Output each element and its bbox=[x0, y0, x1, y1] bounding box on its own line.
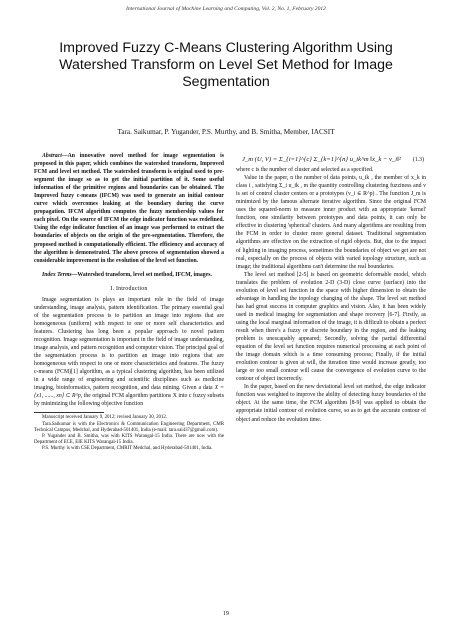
title-line-1: Improved Fuzzy C-Means Clustering Algorithm Using bbox=[59, 40, 393, 56]
right-column bbox=[236, 152, 426, 424]
index-terms-label: Index Terms bbox=[42, 271, 72, 278]
author-list: Tara. Saikumar, P. Yugander, P.S. Murthy, and B. Smitha, Member, IACSIT bbox=[117, 128, 335, 136]
equation-body: J_m (U, V) = Σ_{i=1}^{c} Σ_{k=1}^{n} u_ik^m ‖x_k − v_i‖² bbox=[242, 156, 401, 163]
right-paragraph-2: Value in the paper, n the number of data points, u_ik , the member of x_k in class i , satisfying Σ_i u_ik , m the quantity controlling clustering fuzziness and v is set of control cluster centers or a prototypes (v_i ∈ R^p) . The function J_m is minimized by the famous alternate iterative algorithm. Since the original FCM uses the squared-norm to measure inner product with an appropriate 'kernel' function, one similarity between prototypes and data points, it can only be effective in clustering 'spherical' clusters. And many algorithms are resulting from the FCM in order to cluster more general dataset. Traditional segmentation algorithms are effective on the extraction of rigid objects. But, due to the impact of lighting in imaging process, sometimes the boundaries of object we get are not real, especially on the process of objects with varied topology structure, such as image; the traditional algorithms can't determine the real boundaries. bbox=[236, 175, 426, 270]
data-set-math: X = {x1, ......, xn} ⊂ R^p bbox=[34, 385, 224, 400]
footnote-divider bbox=[34, 412, 104, 413]
footnote-received: Manuscript received January 9, 2012; revised January 30, 2012. bbox=[42, 415, 168, 421]
footnote-author-3: P.S. Murthy is with CSE Department, CMRIT Medchal, and Hyderabad-501401, India. bbox=[42, 445, 213, 451]
footnote-author-1: Tara.Saikumar is with the Electronics & Communication Engineering Department, CMR Technical Campus, Medchal, and Hyderabad-501401, India (e-mail: tara.sai437@gmail.com). bbox=[34, 421, 224, 433]
index-terms-text: —Watershed transform, level set method, IFCM, images. bbox=[71, 271, 212, 278]
journal-header: International Journal of Machine Learning and Computing, Vol. 2, No. 1, February 2012 bbox=[126, 6, 326, 12]
title-line-3: Segmentation bbox=[182, 74, 270, 90]
section-heading-introduction: I. Introduction bbox=[110, 285, 148, 292]
abstract-label: Abstract bbox=[42, 153, 62, 159]
page-number: 19 bbox=[223, 611, 229, 617]
right-paragraph-4: In the paper, based on the new deviational level set method, the edge indicator function was weighted to improve the ability of detecting fuzzy boundaries of the object. At the same time, the FCM algorithm [8-9] was applied to obtain the appropriate initial contour of evolution curve, so as to get the accurate contour of object and reduce the evolution time. bbox=[236, 384, 426, 423]
abstract-text: —An innovative novel method for image segmentation is proposed in this paper, which combines the watershed transform, Improved FCM and level set method. The watershed transform is original used to pre-segment the image so as to get the initial partition of it. Some useful information of the primitive regions and boundaries can be obtained. The Improved fuzzy c-means (IFCM) was used to generate an initial contour curve which overcomes leaking at the boundary during the curve propagation. IFCM algorithm computes the fuzzy membership values for each pixel. On the source of IFCM the edge indicator function was redefined. Using the edge indicator function of an image was performed to extract the boundaries of objects on the origin of the pre-segmentation. Therefore, the proposed method is computationally efficient. The efficiency and accuracy of the algorithm is demonstrated. The above process of segmentation showed a considerable improvement in the evolution of the level set function. bbox=[34, 153, 224, 264]
index-terms bbox=[34, 271, 224, 279]
intro-paragraph bbox=[34, 296, 224, 409]
intro-text: Image segmentation is plays an important role in the field of image understanding, image analysis, pattern identification. The primary essential goal of the segmentation process is to partition an image into regions that are homogeneous (uniform) with respect to one or more self characteristics and features. Clustering has long been a popular approach to novel pattern recognition. Image segmentation is important in the field of image understanding, image analysis, and pattern recognition and computer vision. The principal goal of the segmentation process is to partition an image into regions that are homogeneous with respect to one or more characteristics and features. The fuzzy c-means (FCM)[1] algorithm, as a typical clustering algorithm, has been utilized in a wide range of engineering and scientific disciplines such as medicine imaging, bioinformatics, pattern recognition, and data mining. Given a data bbox=[34, 296, 224, 392]
right-paragraph-3: The level set method [2-5] is based on geometric deformable model, which translates the problem of evolution 2-D (3-D) close curve (surface) into the evolution of level set function in the space with higher dimension to obtain the advantage in handling the topology changing of the shape. The level set method has had great success in computer graphics and vision. Also, it has been widely used in medical imaging for segmentation and shape recovery [6-7]. Firstly, as using the local marginal information of the image, it is difficult to obtain a perfect result when there's a fuzzy or discrete boundary in the region, and the leaking problem is unescapably appeared; Secondly, solving the partial differential equation of the level set function requires numerical processing at each point of the image domain which is a time consuming process; Finally, if the initial evolution contour is given at will, the iteration time would increase greatly, too large or too small contour will cause the convergence of evolution curve to the contour of object incorrectly. bbox=[236, 271, 426, 383]
intro-text-continued: , the original FCM algorithm partitions X into c fuzzy subsets by minimizing the following objective function bbox=[34, 393, 224, 408]
title-line-2: Watershed Transform on Level Set Method for Image bbox=[59, 57, 393, 73]
left-column bbox=[34, 152, 224, 452]
right-paragraph-1: where c is the number of cluster and selected as a specified. bbox=[236, 167, 374, 174]
equation-number: (1.3) bbox=[412, 157, 424, 163]
paper-title bbox=[40, 40, 412, 91]
footnote-author-2: P. Yugander and B. Smitha, was with KITS Warangal-15 India. There are now with the Department of ECE, EIE KITS Warangal-15 India. bbox=[34, 433, 224, 445]
objective-function-equation bbox=[236, 156, 426, 164]
abstract bbox=[34, 152, 224, 265]
